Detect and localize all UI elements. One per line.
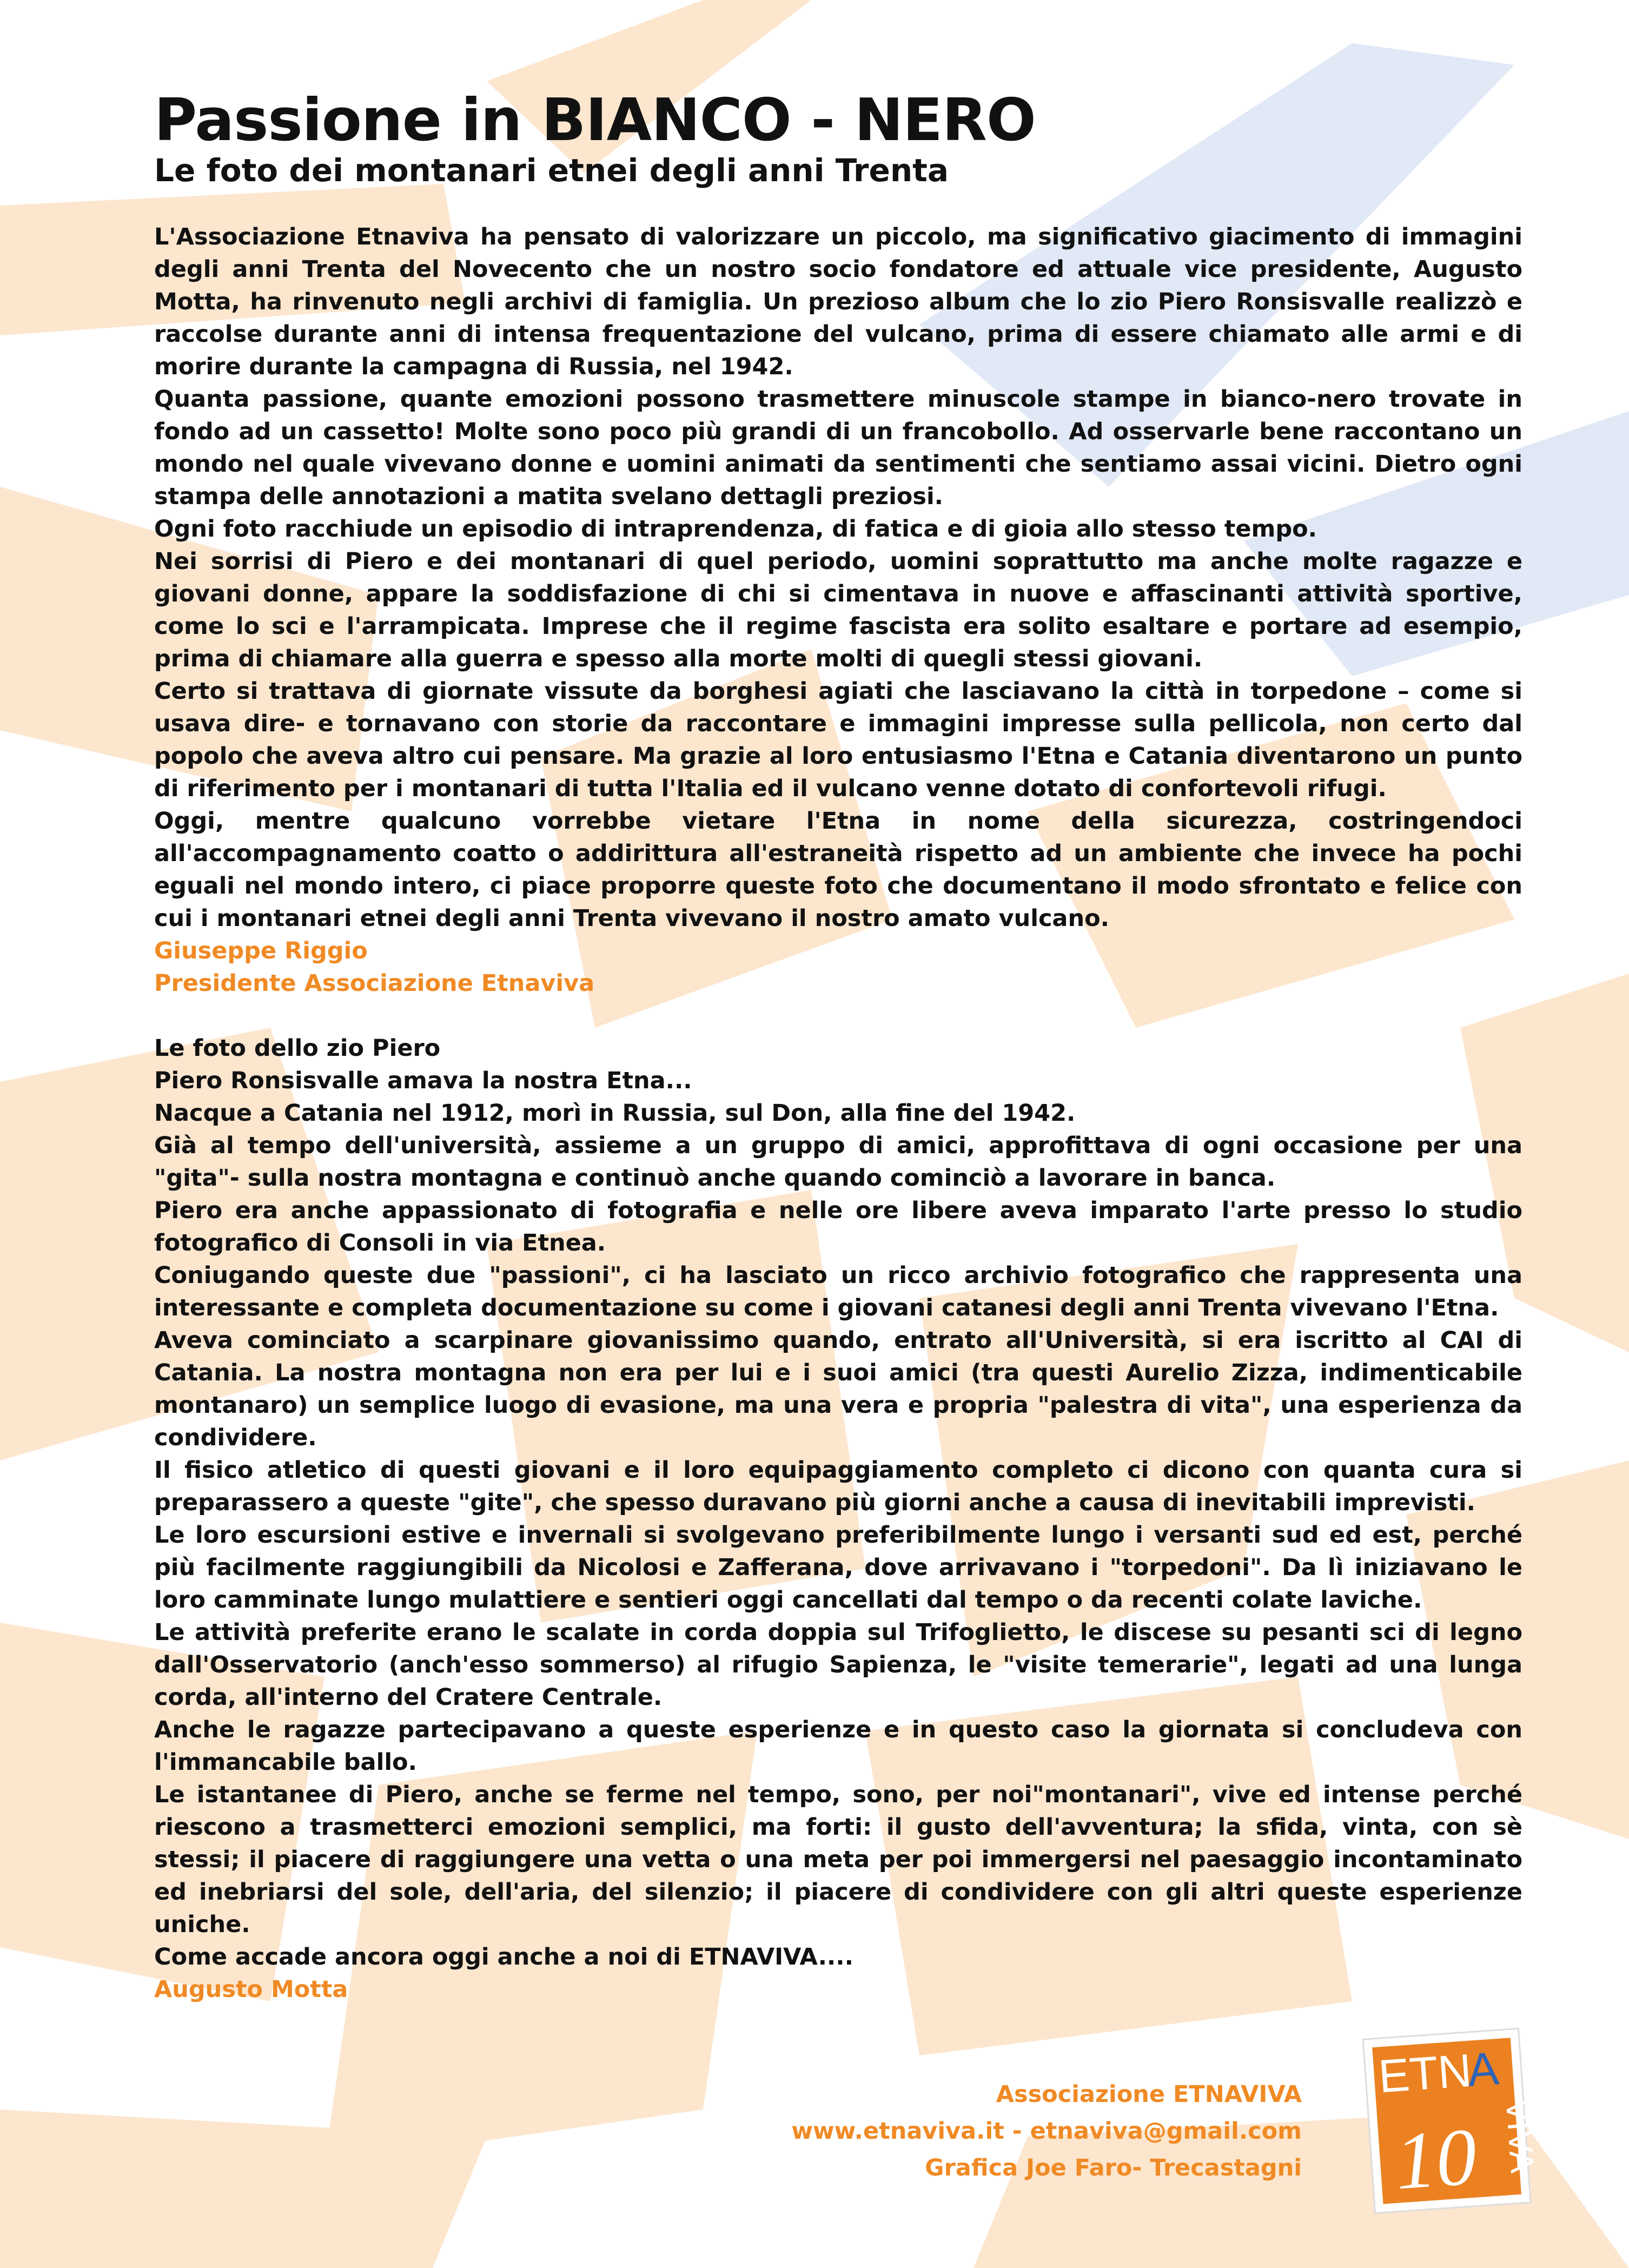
paragraph: Le istantanee di Piero, anche se ferme nel tempo, sono, per noi"montanari", vive ed intense perché riescono a trasmetterci emozioni semplici, ma forti: il gusto dell'avventura; la sfida, vinta, con sè stessi; il piacere di raggiungere una vetta o una meta per poi immergersi nel paesaggio incontaminato ed inebriarsi del sole, dell'aria, del silenzio; il piacere di condividere con gli altri queste esperienze uniche. xyxy=(154,1781,1522,1939)
footer-credits: Grafica Joe Faro- Trecastagni xyxy=(925,2154,1302,2181)
paragraph: Piero Ronsisvalle amava la nostra Etna... xyxy=(154,1067,692,1095)
paragraph: Nacque a Catania nel 1912, morì in Russia, sul Don, alla fine del 1942. xyxy=(154,1100,1076,1127)
paragraph: Piero era anche appassionato di fotografia e nelle ore libere aveva imparato l'arte presso lo studio fotografico di Consoli in via Etnea. xyxy=(154,1197,1522,1257)
paragraph: Aveva cominciato a scarpinare giovanissimo quando, entrato all'Università, si era iscritto al CAI di Catania. La nostra montagna non era per lui e i suoi amici (tra questi Aurelio Zizza, indimenticabile montanaro) un semplice luogo di evasione, ma una vera e propria "palestra di vita", una esperienza da condividere. xyxy=(154,1327,1522,1452)
paragraph: L'Associazione Etnaviva ha pensato di valorizzare un piccolo, ma significativo giacimento di immagini degli anni Trenta del Novecento che un nostro socio fondatore ed attuale vice presidente, Augusto Motta, ha rinvenuto negli archivi di famiglia. Un prezioso album che lo zio Piero Ronsisvalle realizzò e raccolse durante anni di intensa frequentazione del vulcano, prima di essere chiamato alle armi e di morire durante la campagna di Russia, nel 1942. xyxy=(154,223,1522,381)
logo-number: 10 xyxy=(1392,2111,1480,2207)
spacer xyxy=(154,1000,1522,1032)
footer-association: Associazione ETNAVIVA xyxy=(996,2081,1302,2108)
etnaviva-logo xyxy=(1360,2023,1541,2218)
paragraph: Le attività preferite erano le scalate in corda doppia sul Trifoglietto, le discese su pesanti sci di legno dall'Osservatorio (anch'esso sommerso) al rifugio Sapienza, le "visite temerarie", legati ad una lunga corda, all'interno del Cratere Centrale. xyxy=(154,1619,1522,1711)
logo-text-a: A xyxy=(1466,2042,1501,2097)
signature-name: Augusto Motta xyxy=(154,1976,348,2003)
page-subtitle: Le foto dei montanari etnei degli anni Trenta xyxy=(154,151,949,189)
signature-name: Giuseppe Riggio xyxy=(154,937,368,965)
footer xyxy=(791,2076,1302,2186)
paragraph: Coniugando queste due "passioni", ci ha lasciato un ricco archivio fotografico che rappresenta una interessante e completa documentazione su come i giovani catanesi degli anni Trenta vivevano l'Etna. xyxy=(154,1262,1522,1322)
signature-role: Presidente Associazione Etnaviva xyxy=(154,970,595,997)
section-heading: Le foto dello zio Piero xyxy=(154,1035,441,1062)
logo-text-etn: ETN xyxy=(1376,2044,1474,2103)
paragraph: Le loro escursioni estive e invernali si svolgevano preferibilmente lungo i versanti sud ed est, perché più facilmente raggiungibili da Nicolosi e Zafferana, dove arrivavano i "torpedoni". Da lì iniziavano le loro camminate lungo mulattiere e sentieri oggi cancellati dal tempo o da recenti colate laviche. xyxy=(154,1522,1522,1614)
paragraph: Già al tempo dell'università, assieme a un gruppo di amici, approfittava di ogni occasione per una "gita"- sulla nostra montagna e continuò anche quando cominciò a lavorare in banca. xyxy=(154,1132,1522,1192)
paragraph: Il fisico atletico di questi giovani e il loro equipaggiamento completo ci dicono con quanta cura si preparassero a queste "gite", che spesso duravano più giorni anche a causa di inevitabili imprevisti. xyxy=(154,1457,1522,1517)
paragraph: Quanta passione, quante emozioni possono trasmettere minuscole stampe in bianco-nero trovate in fondo ad un cassetto! Molte sono poco più grandi di un francobollo. Ad osservarle bene raccontano un mondo nel quale vivevano donne e uomini animati da sentimenti che sentiamo assai vicini. Dietro ogni stampa delle annotazioni a matita svelano dettagli preziosi. xyxy=(154,386,1522,511)
article xyxy=(154,89,1522,2006)
paragraph: Certo si trattava di giornate vissute da borghesi agiati che lasciavano la città in torpedone – come si usava dire- e tornavano con storie da raccontare e immagini impresse sulla pellicola, non certo dal popolo che aveva altro cui pensare. Ma grazie al loro entusiasmo l'Etna e Catania diventarono un punto di riferimento per i montanari di tutta l'Italia ed il vulcano venne dotato di confortevoli rifugi. xyxy=(154,678,1522,803)
footer-contacts[interactable]: www.etnaviva.it - etnaviva@gmail.com xyxy=(791,2118,1302,2145)
paragraph: Oggi, mentre qualcuno vorrebbe vietare l'Etna in nome della sicurezza, costringendoci all'accompagnamento coatto o addirittura all'estraneità rispetto ad un ambiente che invece ha pochi eguali nel mondo intero, ci piace proporre queste foto che documentano il modo sfrontato e felice con cui i montanari etnei degli anni Trenta vivevano il nostro amato vulcano. xyxy=(154,808,1522,933)
paragraph: Ogni foto racchiude un episodio di intraprendenza, di fatica e di gioia allo stesso tempo. xyxy=(154,515,1317,543)
paragraph: Nei sorrisi di Piero e dei montanari di quel periodo, uomini soprattutto ma anche molte ragazze e giovani donne, appare la soddisfazione di chi si cimentava in nuove e affascinanti attività sportive, come lo sci e l'arrampicata. Imprese che il regime fascista era solito esaltare e portare ad esempio, prima di chiamare alla guerra e spesso alla morte molti di quegli stessi giovani. xyxy=(154,548,1522,673)
paragraph: Anche le ragazze partecipavano a queste esperienze e in questo caso la giornata si concludeva con l'immancabile ballo. xyxy=(154,1716,1522,1776)
logo-text-viva: VIVA xyxy=(1498,2098,1541,2174)
paragraph: Come accade ancora oggi anche a noi di ETNAVIVA.... xyxy=(154,1943,853,1971)
page-title: Passione in BIANCO - NERO xyxy=(154,87,1036,154)
